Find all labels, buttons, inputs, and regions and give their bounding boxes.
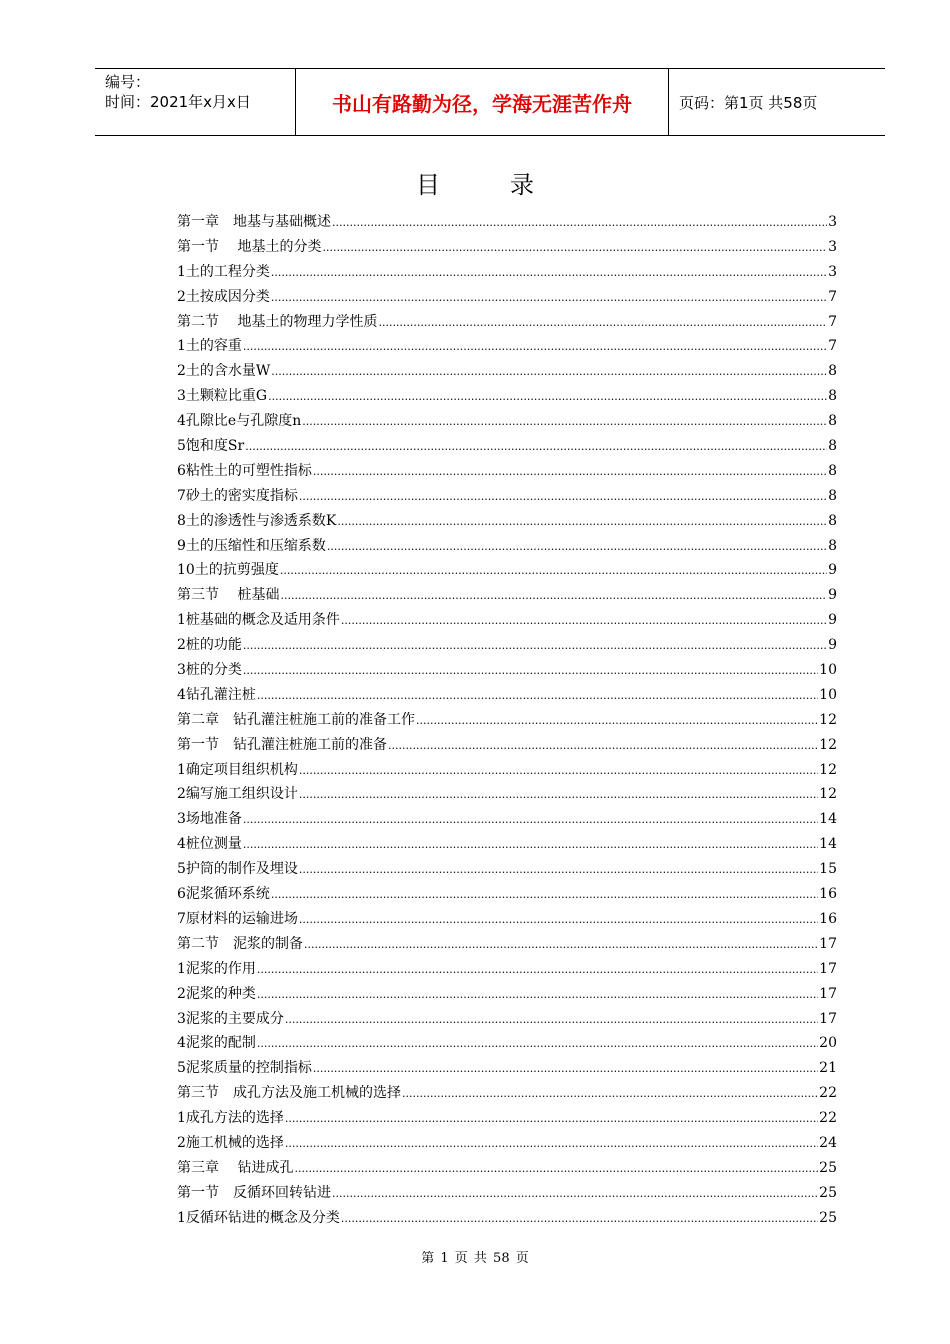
toc-entry-title: 4桩位测量	[177, 836, 242, 853]
toc-leader-dots	[245, 434, 827, 460]
toc-entry[interactable]	[177, 957, 837, 982]
toc-entry-title: 第三节 桩基础	[177, 587, 280, 604]
toc-entry-title: 1泥浆的作用	[177, 960, 256, 977]
toc-leader-dots	[271, 882, 818, 908]
toc-entry-title: 3桩的分类	[177, 662, 242, 679]
toc-entry-title: 9土的压缩性和压缩系数	[177, 537, 326, 554]
header-motto: 书山有路勤为径，学海无涯苦作舟	[296, 69, 669, 135]
toc-entry-title: 7原材料的运输进场	[177, 910, 298, 927]
toc-leader-dots	[332, 1181, 818, 1207]
toc-leader-dots	[257, 683, 818, 709]
toc-entry-page: 3	[828, 238, 837, 255]
toc-entry-title: 第一节 地基土的分类	[177, 238, 322, 255]
toc-leader-dots	[280, 558, 827, 584]
toc-entry-title: 4钻孔灌注桩	[177, 686, 256, 703]
toc-entry-title: 第二节 泥浆的制备	[177, 935, 303, 952]
toc-entry[interactable]	[177, 608, 837, 633]
toc-entry[interactable]	[177, 558, 837, 583]
toc-entry[interactable]	[177, 359, 837, 384]
toc-entry-title: 10土的抗剪强度	[177, 562, 279, 579]
toc-entry-page: 10	[819, 686, 837, 703]
toc-entry-page: 3	[828, 214, 837, 230]
toc-entry-title: 第三节 成孔方法及施工机械的选择	[177, 1085, 401, 1102]
toc-leader-dots	[302, 409, 827, 435]
toc-entry[interactable]	[177, 1007, 837, 1032]
toc-entry-page: 24	[819, 1134, 837, 1151]
toc-entry-title: 6泥浆循环系统	[177, 886, 270, 903]
toc-leader-dots	[243, 334, 827, 360]
toc-entry-page: 16	[819, 910, 837, 927]
toc-entry-title: 5护筒的制作及埋设	[177, 861, 298, 878]
toc-entry-page: 14	[819, 811, 837, 828]
toc-entry-title: 7砂土的密实度指标	[177, 487, 298, 504]
document-time: 时间：2021年x月x日	[105, 93, 251, 111]
toc-leader-dots	[271, 285, 827, 311]
toc-leader-dots	[313, 1056, 818, 1082]
toc-entry[interactable]	[177, 384, 837, 409]
toc-title: 目录	[416, 171, 604, 199]
toc-entry[interactable]	[177, 807, 837, 832]
toc-entry-title: 2施工机械的选择	[177, 1134, 284, 1151]
toc-entry-title: 1桩基础的概念及适用条件	[177, 612, 340, 629]
toc-entry-title: 2土的含水量W	[177, 363, 271, 380]
toc-entry-title: 2泥浆的种类	[177, 985, 256, 1002]
toc-leader-dots	[402, 1081, 818, 1107]
toc-entry-page: 16	[819, 886, 837, 903]
toc-entry-title: 2桩的功能	[177, 637, 242, 654]
toc-entry-title: 4泥浆的配制	[177, 1035, 256, 1052]
toc-leader-dots	[294, 1156, 818, 1182]
toc-entry-page: 17	[819, 1010, 837, 1027]
toc-entry-page: 15	[819, 861, 837, 878]
toc-entry-page: 12	[819, 711, 837, 728]
toc-leader-dots	[299, 758, 818, 784]
toc-entry[interactable]	[177, 285, 837, 310]
toc-entry[interactable]	[177, 882, 837, 907]
toc-entry[interactable]	[177, 658, 837, 683]
toc-leader-dots	[299, 782, 818, 808]
toc-entry[interactable]	[177, 857, 837, 882]
table-of-contents	[177, 210, 837, 1231]
toc-entry[interactable]	[177, 459, 837, 484]
toc-entry-page: 17	[819, 935, 837, 952]
toc-entry-title: 1确定项目组织机构	[177, 761, 298, 778]
toc-entry-page: 9	[828, 637, 837, 654]
toc-entry-title: 3场地准备	[177, 811, 242, 828]
toc-entry[interactable]	[177, 1206, 837, 1231]
toc-entry-page: 8	[828, 363, 837, 380]
toc-entry[interactable]	[177, 1031, 837, 1056]
toc-leader-dots	[271, 359, 827, 385]
toc-entry[interactable]	[177, 907, 837, 932]
toc-leader-dots	[257, 957, 818, 983]
toc-entry[interactable]	[177, 1156, 837, 1181]
toc-entry-page: 8	[828, 512, 837, 529]
toc-leader-dots	[378, 310, 827, 336]
toc-entry-page: 3	[828, 263, 837, 280]
toc-entry-title: 3泥浆的主要成分	[177, 1010, 284, 1027]
toc-entry[interactable]	[177, 534, 837, 559]
toc-entry-page: 8	[828, 487, 837, 504]
toc-entry-title: 3土颗粒比重G	[177, 388, 268, 405]
toc-entry[interactable]	[177, 484, 837, 509]
toc-entry[interactable]	[177, 733, 837, 758]
toc-entry-title: 5泥浆质量的控制指标	[177, 1060, 312, 1077]
toc-entry-title: 1成孔方法的选择	[177, 1110, 284, 1127]
toc-leader-dots	[243, 807, 818, 833]
toc-leader-dots	[280, 583, 827, 609]
toc-entry-title: 第一节 反循环回转钻进	[177, 1184, 331, 1201]
toc-entry-page: 8	[828, 462, 837, 479]
toc-entry-title: 5饱和度Sr	[177, 438, 245, 455]
toc-entry-title: 第一章 地基与基础概述	[177, 214, 331, 230]
toc-entry[interactable]	[177, 633, 837, 658]
toc-leader-dots	[268, 384, 827, 410]
toc-leader-dots	[299, 484, 827, 510]
toc-entry-title: 第三章 钻进成孔	[177, 1159, 294, 1176]
header-page-info: 页码：第1页 共58页	[679, 93, 818, 112]
toc-entry-title: 2编写施工组织设计	[177, 786, 298, 803]
toc-entry-page: 7	[828, 313, 837, 330]
toc-entry[interactable]	[177, 1131, 837, 1156]
document-code-label: 编号：	[105, 73, 151, 91]
toc-entry-page: 21	[819, 1060, 837, 1077]
toc-entry-title: 1土的工程分类	[177, 263, 270, 280]
toc-entry-page: 22	[819, 1085, 837, 1102]
toc-entry-title: 6粘性土的可塑性指标	[177, 462, 312, 479]
toc-leader-dots	[337, 509, 827, 535]
toc-entry-title: 第二节 地基土的物理力学性质	[177, 313, 378, 330]
toc-entry-title: 1反循环钻进的概念及分类	[177, 1209, 340, 1226]
toc-entry-page: 25	[819, 1209, 837, 1226]
toc-entry[interactable]	[177, 434, 837, 459]
toc-leader-dots	[299, 857, 818, 883]
toc-entry-page: 22	[819, 1110, 837, 1127]
toc-leader-dots	[322, 235, 827, 261]
toc-entry[interactable]	[177, 1081, 837, 1106]
header-meta	[95, 69, 296, 135]
toc-entry-title: 第一节 钻孔灌注桩施工前的准备	[177, 736, 387, 753]
toc-entry-page: 9	[828, 587, 837, 604]
toc-entry-title: 8土的渗透性与渗透系数K	[177, 512, 337, 529]
toc-leader-dots	[341, 608, 827, 634]
toc-entry-page: 7	[828, 338, 837, 355]
toc-entry[interactable]	[177, 708, 837, 733]
toc-entry[interactable]	[177, 1056, 837, 1081]
toc-entry[interactable]	[177, 782, 837, 807]
toc-entry-page: 9	[828, 562, 837, 579]
toc-entry[interactable]	[177, 683, 837, 708]
toc-entry[interactable]	[177, 334, 837, 359]
toc-entry-page: 17	[819, 985, 837, 1002]
toc-leader-dots	[304, 932, 818, 958]
toc-leader-dots	[257, 1031, 818, 1057]
toc-leader-dots	[327, 534, 827, 560]
toc-entry[interactable]	[177, 982, 837, 1007]
toc-entry-page: 12	[819, 786, 837, 803]
toc-entry[interactable]	[177, 758, 837, 783]
toc-leader-dots	[243, 633, 827, 659]
toc-entry-page: 10	[819, 662, 837, 679]
toc-entry[interactable]	[177, 1106, 837, 1131]
toc-entry-page: 8	[828, 388, 837, 405]
toc-entry-page: 17	[819, 960, 837, 977]
toc-entry[interactable]	[177, 210, 837, 235]
page-footer: 第 1 页 共 58 页	[421, 1251, 529, 1266]
toc-entry-title: 2土按成因分类	[177, 288, 270, 305]
toc-entry-page: 14	[819, 836, 837, 853]
toc-entry[interactable]	[177, 235, 837, 260]
toc-entry[interactable]	[177, 832, 837, 857]
toc-entry[interactable]	[177, 409, 837, 434]
toc-leader-dots	[285, 1131, 818, 1157]
toc-entry-page: 12	[819, 761, 837, 778]
toc-entry-page: 8	[828, 537, 837, 554]
toc-entry-page: 9	[828, 612, 837, 629]
toc-entry-page: 8	[828, 413, 837, 430]
toc-entry-title: 4孔隙比e与孔隙度n	[177, 413, 302, 430]
toc-entry-page: 8	[828, 438, 837, 455]
toc-entry[interactable]	[177, 583, 837, 608]
toc-entry[interactable]	[177, 1181, 837, 1206]
toc-entry[interactable]	[177, 310, 837, 335]
toc-entry-page: 7	[828, 288, 837, 305]
toc-entry-page: 25	[819, 1159, 837, 1176]
toc-entry-page: 25	[819, 1184, 837, 1201]
toc-leader-dots	[416, 708, 818, 734]
toc-entry-page: 12	[819, 736, 837, 753]
toc-leader-dots	[313, 459, 827, 485]
toc-leader-dots	[341, 1206, 818, 1232]
toc-leader-dots	[243, 658, 818, 684]
toc-entry-title: 1土的容重	[177, 338, 242, 355]
toc-leader-dots	[299, 907, 818, 933]
toc-entry-page: 20	[819, 1035, 837, 1052]
toc-leader-dots	[285, 1106, 818, 1132]
toc-entry-title: 第二章 钻孔灌注桩施工前的准备工作	[177, 711, 415, 728]
toc-entry[interactable]	[177, 932, 837, 957]
toc-entry[interactable]	[177, 509, 837, 534]
page-header	[95, 68, 885, 136]
toc-leader-dots	[243, 832, 818, 858]
toc-leader-dots	[257, 982, 818, 1008]
toc-entry[interactable]	[177, 260, 837, 285]
toc-leader-dots	[285, 1007, 818, 1033]
toc-leader-dots	[388, 733, 818, 759]
toc-leader-dots	[332, 210, 827, 236]
toc-leader-dots	[271, 260, 827, 286]
